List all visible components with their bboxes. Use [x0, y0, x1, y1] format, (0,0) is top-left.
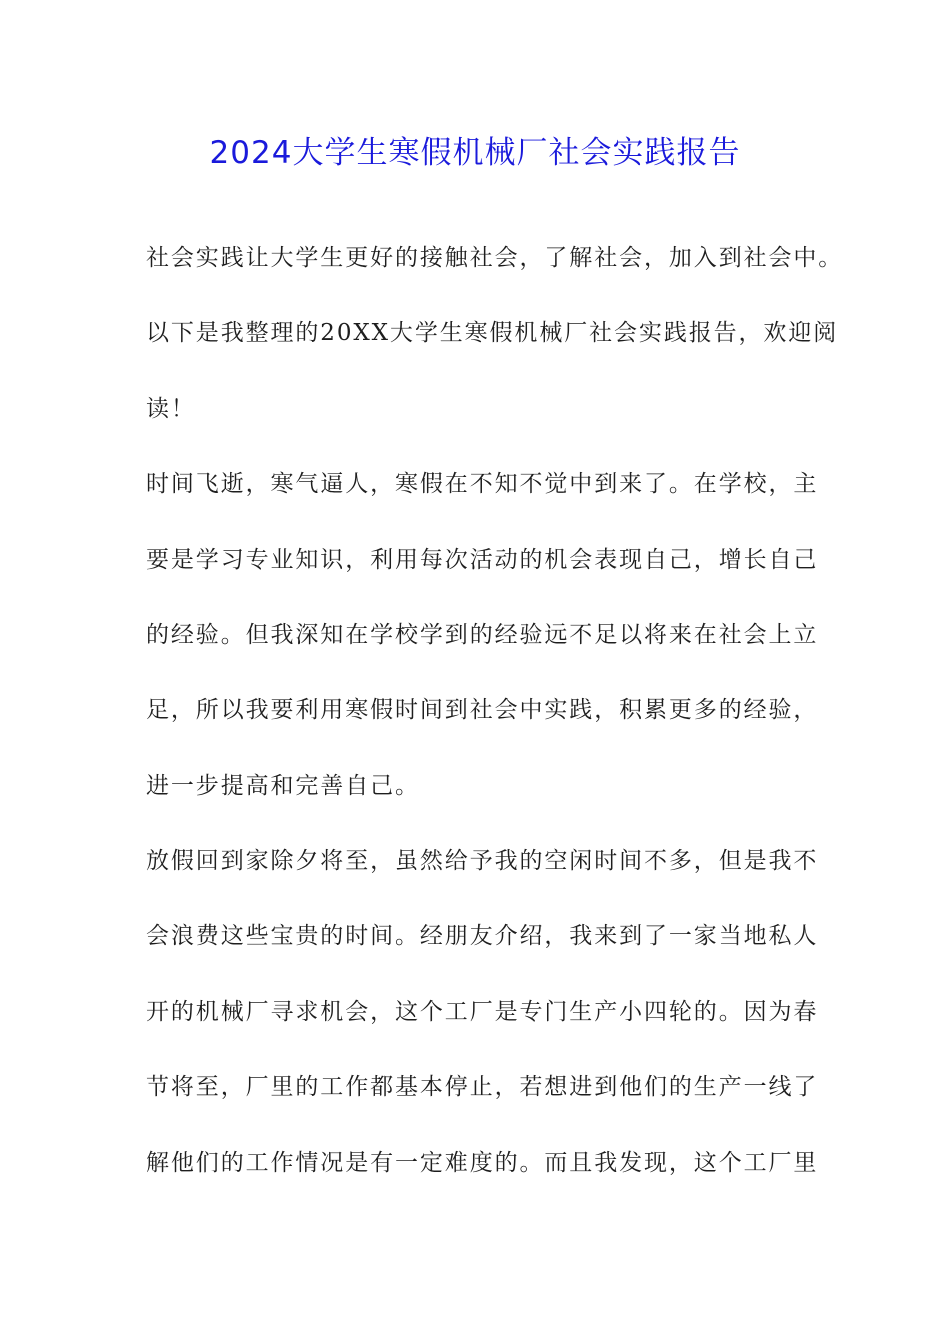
body-line-5: 要是学习专业知识，利用每次活动的机会表现自己，增长自己: [146, 547, 819, 573]
body-line-9: 放假回到家除夕将至，虽然给予我的空闲时间不多，但是我不: [146, 848, 819, 874]
body-line-12: 节将至，厂里的工作都基本停止，若想进到他们的生产一线了: [146, 1074, 819, 1100]
body-line-2: 以下是我整理的20XX大学生寒假机械厂社会实践报告，欢迎阅: [146, 320, 839, 346]
body-line-10: 会浪费这些宝贵的时间。经朋友介绍，我来到了一家当地私人: [146, 923, 819, 949]
body-line-8: 进一步提高和完善自己。: [146, 773, 420, 799]
body-line-4: 时间飞逝，寒气逼人，寒假在不知不觉中到来了。在学校，主: [146, 471, 819, 497]
body-line-3: 读！: [146, 396, 196, 422]
body-line-13: 解他们的工作情况是有一定难度的。而且我发现，这个工厂里: [146, 1150, 819, 1176]
body-line-1: 社会实践让大学生更好的接触社会，了解社会，加入到社会中。: [146, 245, 844, 271]
document-title: 2024大学生寒假机械厂社会实践报告: [209, 135, 741, 171]
body-line-6: 的经验。但我深知在学校学到的经验远不足以将来在社会上立: [146, 622, 819, 648]
body-line-7: 足，所以我要利用寒假时间到社会中实践，积累更多的经验，: [146, 697, 819, 723]
body-line-11: 开的机械厂寻求机会，这个工厂是专门生产小四轮的。因为春: [146, 999, 819, 1025]
